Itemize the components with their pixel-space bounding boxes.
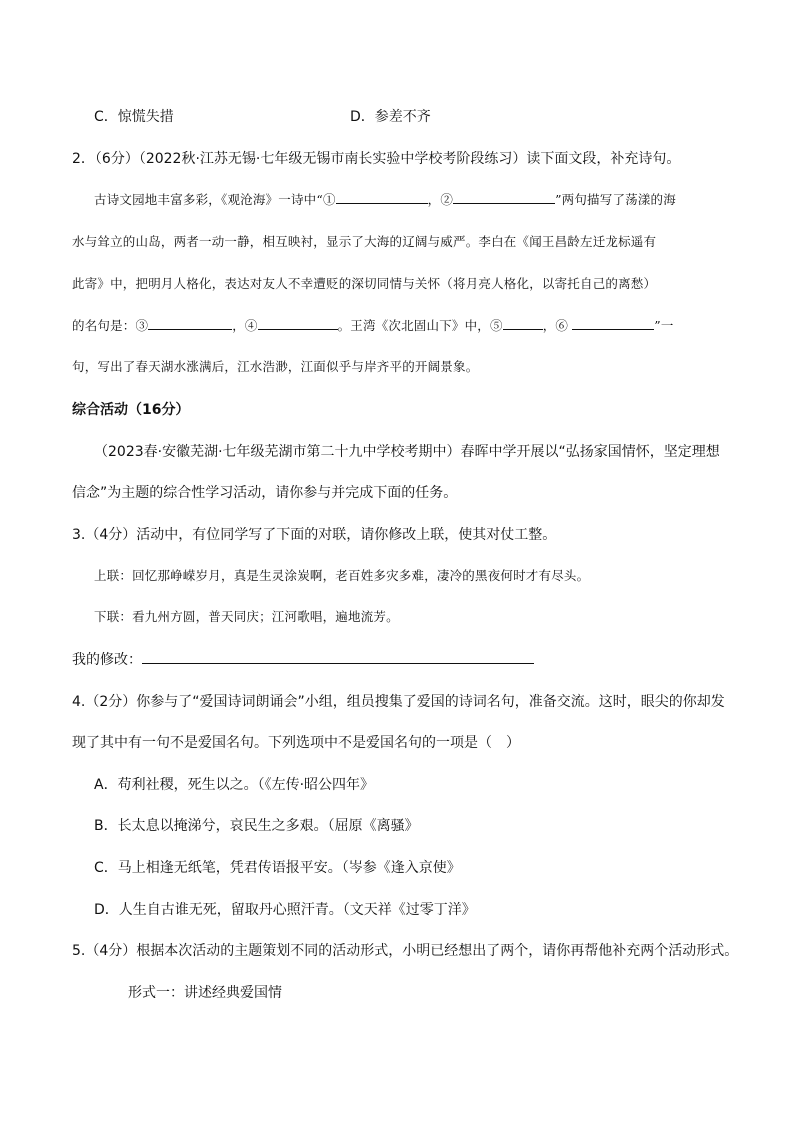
q2-text: ，④	[232, 318, 258, 333]
option-d[interactable]: D．人生自古谁无死，留取丹心照汗青。（文天祥《过零丁洋》	[94, 902, 476, 918]
blank-1[interactable]	[336, 190, 428, 204]
answer-blank[interactable]	[142, 649, 534, 664]
option-a[interactable]: A．苟利社稷，死生以之。（《左传·昭公四年》	[94, 777, 375, 793]
question-5-stem: 5.（4分）根据本次活动的主题策划不同的活动形式，小明已经想出了两个，请你再帮他补充两个活动形式。	[72, 943, 739, 959]
q2-text: ”两句描写了荡漾的海	[555, 192, 676, 207]
blank-4[interactable]	[258, 316, 338, 330]
q2-paragraph-line-5: 句，写出了春天湖水涨满后，江水浩渺，江面似乎与岸齐平的开阔景象。	[72, 359, 479, 374]
option-d: D．参差不齐	[350, 109, 431, 125]
option-c[interactable]: C．马上相逢无纸笔，凭君传语报平安。（岑参《逢入京使》	[94, 860, 461, 876]
q2-text: ，②	[427, 192, 454, 207]
option-b[interactable]: B．长太息以掩涕兮，哀民生之多艰。（屈原《离骚》	[94, 818, 419, 834]
q2-text: ”一	[654, 318, 674, 333]
q2-paragraph-line-2: 水与耸立的山岛，两者一动一静，相互映衬，显示了大海的辽阔与威严。李白在《闻王昌龄左迁龙标遥有	[72, 234, 657, 249]
blank-6[interactable]	[572, 316, 654, 330]
section-title: 综合活动（16分）	[72, 402, 190, 418]
option-c: C．惊慌失措	[94, 109, 174, 125]
q2-paragraph-line-4	[72, 316, 674, 334]
activity-form-1: 形式一：讲述经典爱国情	[128, 985, 282, 1001]
couplet-upper: 上联：回忆那峥嵘岁月，真是生灵涂炭啊，老百姓多灾多难，凄冷的黑夜何时才有尽头。	[94, 568, 590, 583]
section-intro-line-1: （2023春·安徽芜湖·七年级芜湖市第二十九中学校考期中）春晖中学开展以“弘扬家国情怀，坚定理想	[94, 444, 720, 460]
answer-row	[72, 649, 534, 669]
q2-text: ，⑥	[542, 318, 573, 333]
blank-3[interactable]	[148, 316, 232, 330]
question-4-stem-line-1: 4.（2分）你参与了“爱国诗词朗诵会”小组，组员搜集了爱国的诗词名句，准备交流。这时，眼尖的你却发	[72, 694, 725, 710]
question-4-stem-line-2: 现了其中有一句不是爱国名句。下列选项中不是爱国名句的一项是（ ）	[72, 735, 520, 751]
q2-paragraph-line-3: 此寄》中，把明月人格化，表达对友人不幸遭贬的深切同情与关怀（将月亮人格化，以寄托自己的离愁）	[72, 276, 657, 291]
q2-text: 。王湾《次北固山下》中，⑤	[337, 318, 503, 333]
answer-label: 我的修改：	[72, 652, 142, 668]
q2-text: 的名句是：③	[72, 318, 149, 333]
q2-paragraph-line-1	[94, 190, 676, 208]
blank-5[interactable]	[503, 316, 543, 330]
blank-2[interactable]	[453, 190, 555, 204]
section-intro-line-2: 信念”为主题的综合性学习活动，请你参与并完成下面的任务。	[72, 485, 458, 501]
couplet-lower: 下联：看九州方圆，普天同庆；江河歌唱，遍地流芳。	[94, 609, 399, 624]
question-2-stem: 2．（6分）（2022秋·江苏无锡·七年级无锡市南长实验中学校考阶段练习）读下面文段，补充诗句。	[72, 151, 681, 167]
q2-text: 古诗文园地丰富多彩，《观沧海》一诗中“①	[94, 192, 336, 207]
question-3-stem: 3.（4分）活动中，有位同学写了下面的对联，请你修改上联，使其对仗工整。	[72, 527, 557, 543]
